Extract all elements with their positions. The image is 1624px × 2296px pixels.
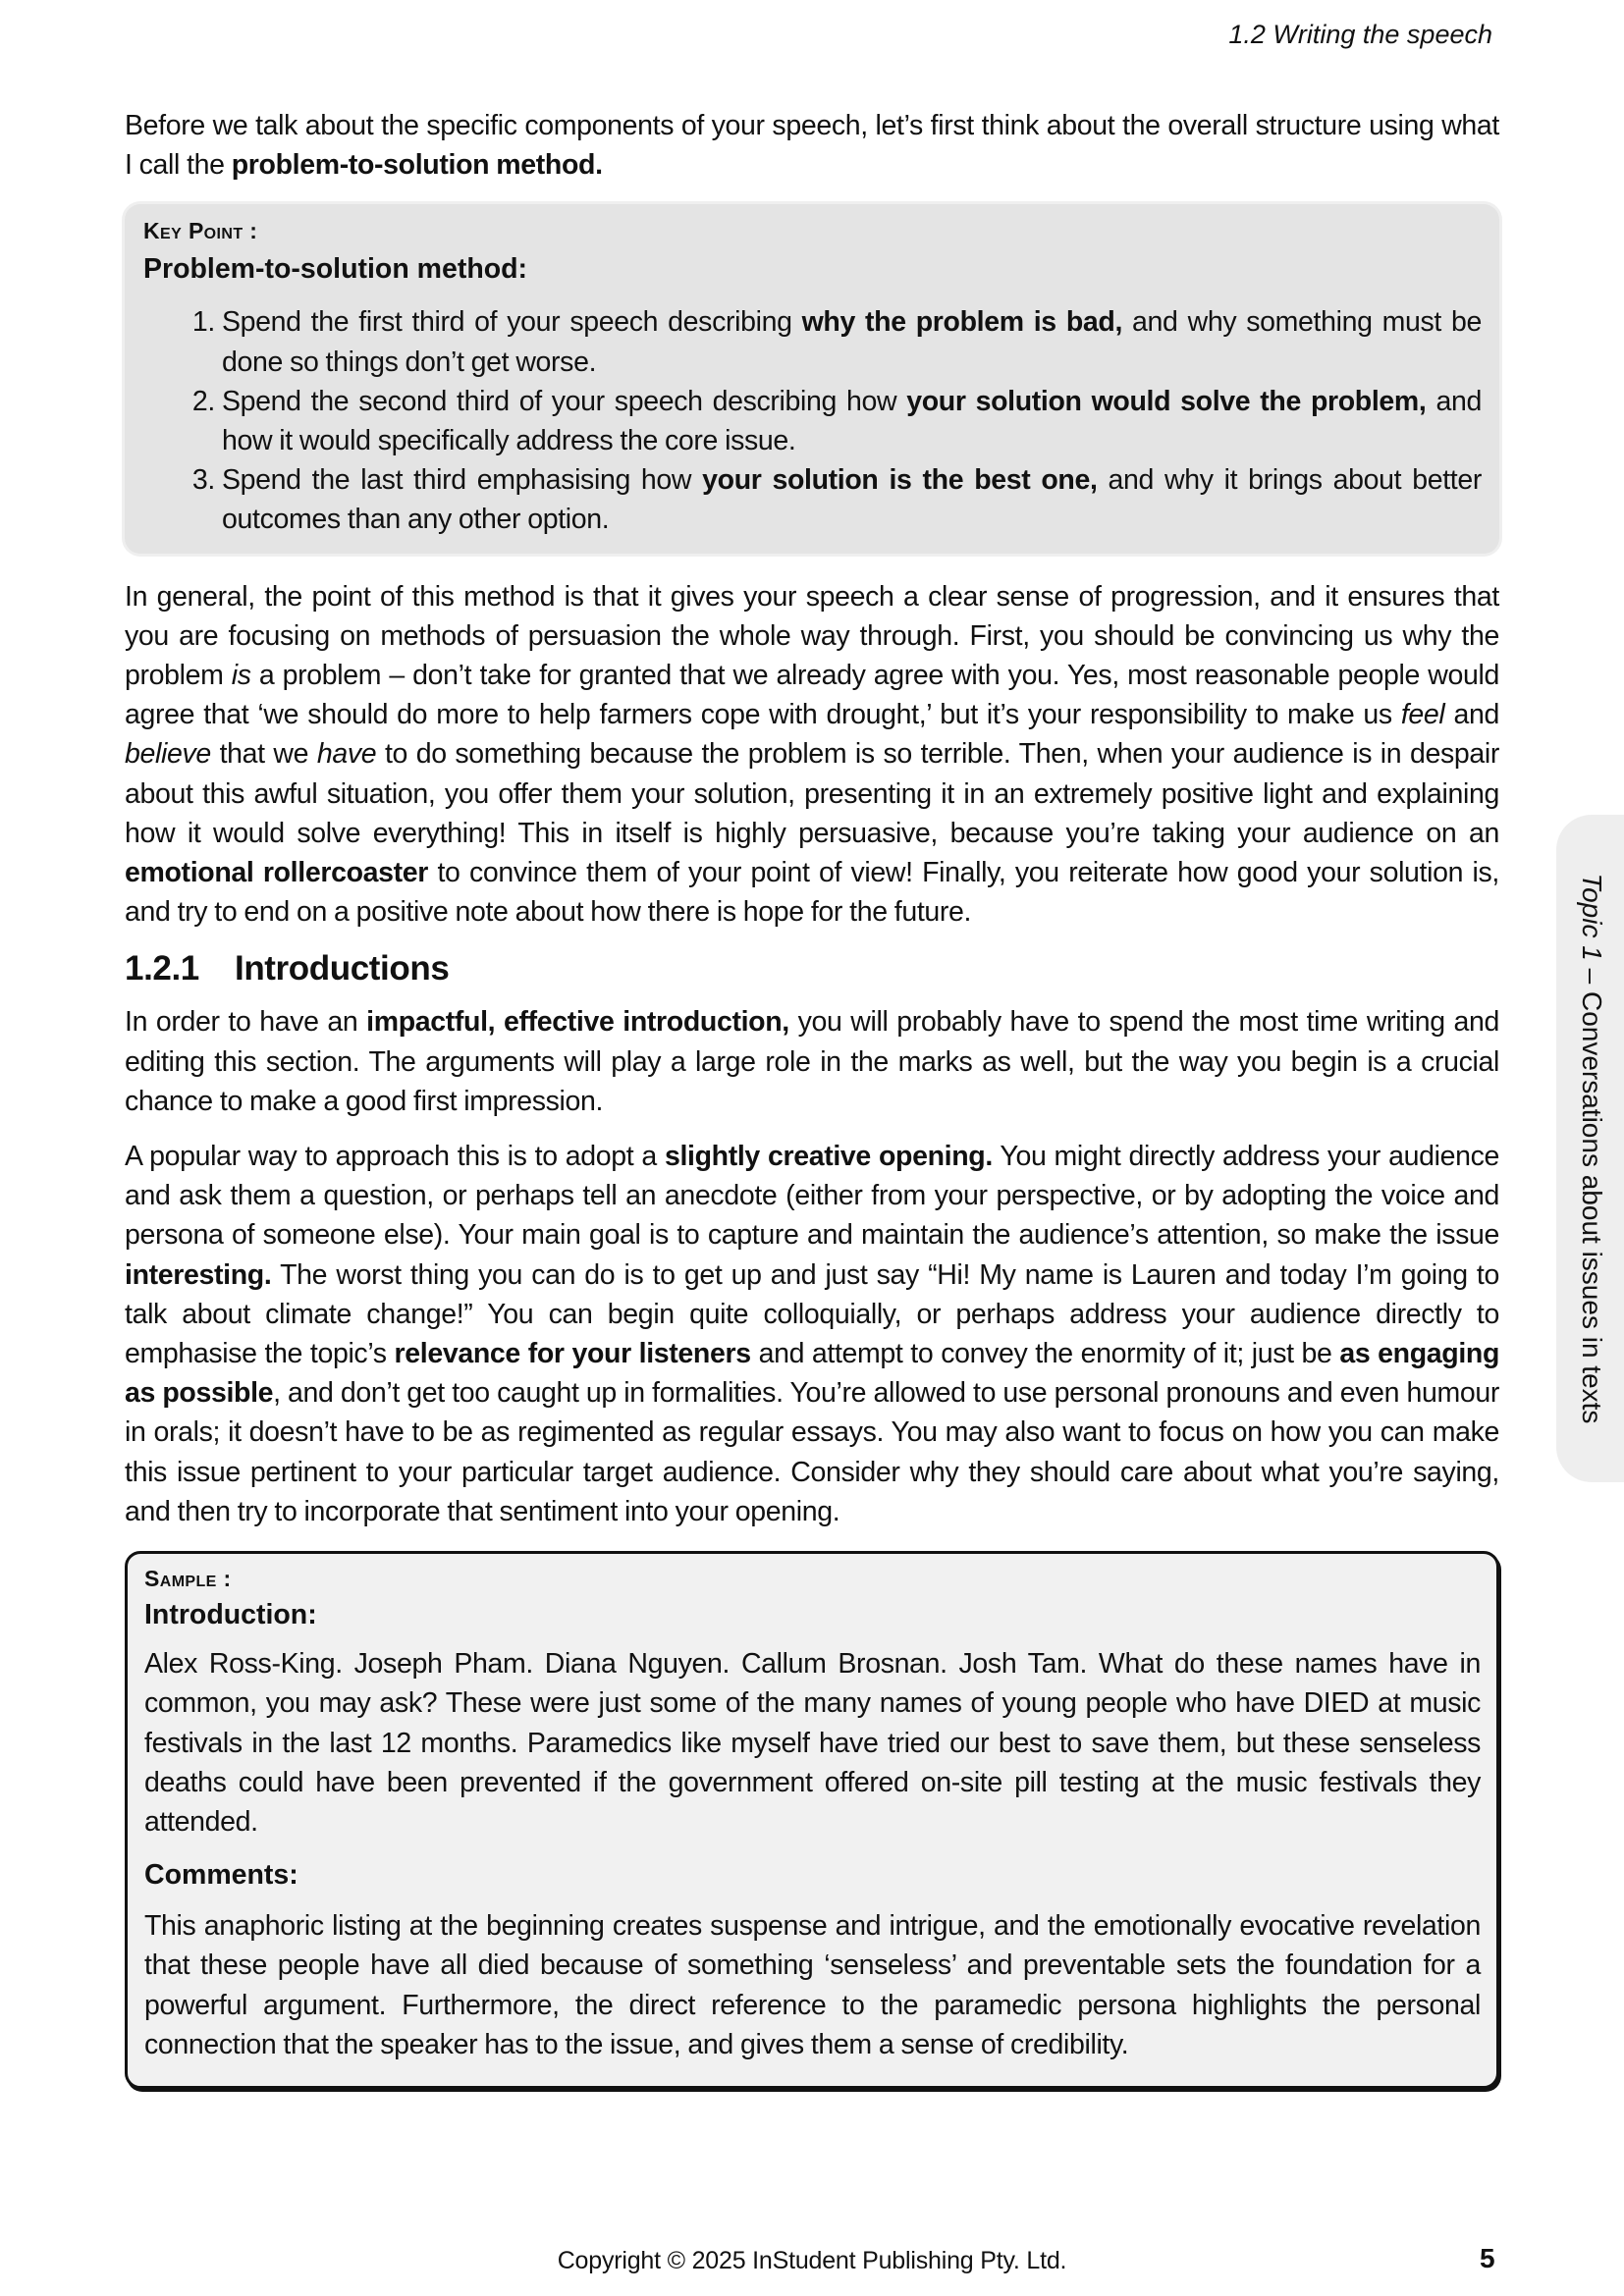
item-text: Spend the second third of your speech describing how: [222, 385, 907, 417]
comments-text: This anaphoric listing at the beginning creates suspense and intrigue, and the emotionally evocative revelation that these people have all died because of something ‘senseless’ and preventable sets the foundation for a powerful argument. Furthermore, the direct reference to the paramedic persona highlights the personal connection that the speaker has to the issue, and gives them a sense of credibility.: [144, 1910, 1481, 2060]
bold-run: emotional rollercoaster: [125, 857, 429, 889]
italic-run: have: [316, 738, 377, 771]
text-run: , and don’t get too caught up in formalities. You’re allowed to use personal pronouns and even humour in orals; it doesn’t have to be as regimented as regular essays. You may also want to focus on how you can make this issue pertinent to your particular target audience. Consider why they should care about what you’re saying, and then try to incorporate that sentiment into your opening.: [125, 1377, 1499, 1527]
running-head: 1.2 Writing the speech: [1228, 20, 1492, 49]
item-text: and how it would specifically address the core issue.: [222, 385, 1482, 457]
side-tab-label: [1576, 874, 1607, 1424]
sample-kicker: Sample :: [144, 1566, 232, 1592]
key-point-item-3: [222, 460, 1482, 539]
page-number: 5: [1480, 2243, 1495, 2273]
side-tab-title: Conversations about issues in texts: [1577, 990, 1607, 1424]
text-run: and: [1444, 699, 1499, 731]
key-point-title: Problem-to-solution method:: [143, 253, 528, 286]
section-number: 1.2.1: [125, 949, 199, 988]
text-run: The worst thing you can do is to get up and just say “Hi! My name is Lauren and today I’m going to talk about climate change!” You can begin quite colloquially, or perhaps address your audience directly to emphasise the topic’s: [125, 1258, 1499, 1370]
sample-title: Introduction:: [144, 1599, 317, 1631]
text-run: In order to have an: [125, 1006, 367, 1039]
intro-bold-term: problem-to-solution method.: [231, 149, 603, 182]
bold-run: impactful, effective introduction,: [366, 1006, 789, 1039]
text-run: a problem – don’t take for granted that we already agree with you. Yes, most reasonable people would agree that ‘we should do more to help farmers cope with drought,’ but it’s your responsibility to make us: [125, 660, 1499, 731]
sample-box: [125, 1551, 1499, 2089]
bold-run: interesting.: [125, 1258, 272, 1291]
text-run: You might directly address your audience and ask them a question, or perhaps tell an anecdote (either from your perspective, or by adopting the voice and persona of someone else). Your main goal is to capture and maintain the audience’s attention, so make the issue: [125, 1141, 1500, 1252]
section-heading: [125, 947, 1499, 990]
key-point-list: [143, 302, 1482, 539]
item-text: Spend the first third of your speech describing: [222, 306, 802, 339]
bold-run: slightly creative opening.: [664, 1141, 993, 1173]
text-run: In general, the point of this method is that it gives your speech a clear sense of progression, and it ensures that you are focusing on methods of persuasion the whole way through. First, you should be convincing us why the problem: [125, 580, 1499, 692]
italic-run: feel: [1400, 699, 1445, 731]
item-bold: your solution is the best one,: [702, 464, 1098, 497]
side-tab-topic: Topic 1: [1577, 873, 1607, 961]
introductions-paragraph-2: [125, 1137, 1499, 1531]
comments-title: Comments:: [144, 1859, 298, 1892]
intro-paragraph: [125, 106, 1499, 185]
italic-run: is: [231, 660, 251, 692]
key-point-item-1: [222, 302, 1482, 381]
text-run: to convince them of your point of view! Finally, you reiterate how good your solution is, and try to end on a positive note about how there is hope for the future.: [125, 857, 1499, 929]
key-point-kicker: Key Point :: [143, 218, 258, 244]
sample-text: Alex Ross-King. Joseph Pham. Diana Nguyen. Callum Brosnan. Josh Tam. What do these names have in common, you may ask? These were just some of the many names of young people who have DIED at music festivals in the last 12 months. Paramedics like myself have tried our best to save them, but these senseless deaths could have been prevented if the government offered on-site pill testing at the music festivals they attended.: [144, 1648, 1481, 1838]
text-run: and attempt to convey the enormity of it; just be: [750, 1338, 1340, 1370]
text-run: A popular way to approach this is to adopt a: [125, 1141, 665, 1173]
general-paragraph: [125, 577, 1499, 933]
footer-copyright: Copyright © 2025 InStudent Publishing Pty. Ltd.: [557, 2247, 1067, 2274]
bold-run: relevance for your listeners: [394, 1338, 751, 1370]
side-tab-separator: –: [1577, 960, 1607, 991]
key-point-box: [125, 204, 1499, 553]
item-text: and why it brings about better outcomes than any other option.: [222, 464, 1483, 536]
bold-run: as engaging as possible: [125, 1338, 1500, 1410]
item-bold: why the problem is bad,: [801, 306, 1123, 339]
chapter-side-tab: [1556, 815, 1624, 1482]
section-title: Introductions: [235, 949, 450, 988]
item-text: Spend the last third emphasising how: [222, 464, 703, 497]
text-run: that we: [210, 738, 317, 771]
page-content: [125, 106, 1499, 2089]
item-text: and why something must be done so things don’t get worse.: [222, 306, 1482, 378]
item-bold: your solution would solve the problem,: [906, 385, 1427, 417]
introductions-paragraph-1: [125, 1002, 1499, 1121]
key-point-item-2: [222, 382, 1482, 460]
text-run: you will probably have to spend the most time writing and editing this section. The arguments will play a large role in the marks as well, but the way you begin is a crucial chance to make a good first impression.: [125, 1006, 1499, 1117]
intro-text: Before we talk about the specific components of your speech, let’s first think about the overall structure using what I call the: [125, 110, 1499, 182]
text-run: to do something because the problem is so terrible. Then, when your audience is in despair about this awful situation, you offer them your solution, presenting it in an extremely positive light and explaining how it would solve everything! This in itself is highly persuasive, because you’re taking your audience on an: [125, 738, 1500, 849]
italic-run: believe: [125, 738, 211, 771]
